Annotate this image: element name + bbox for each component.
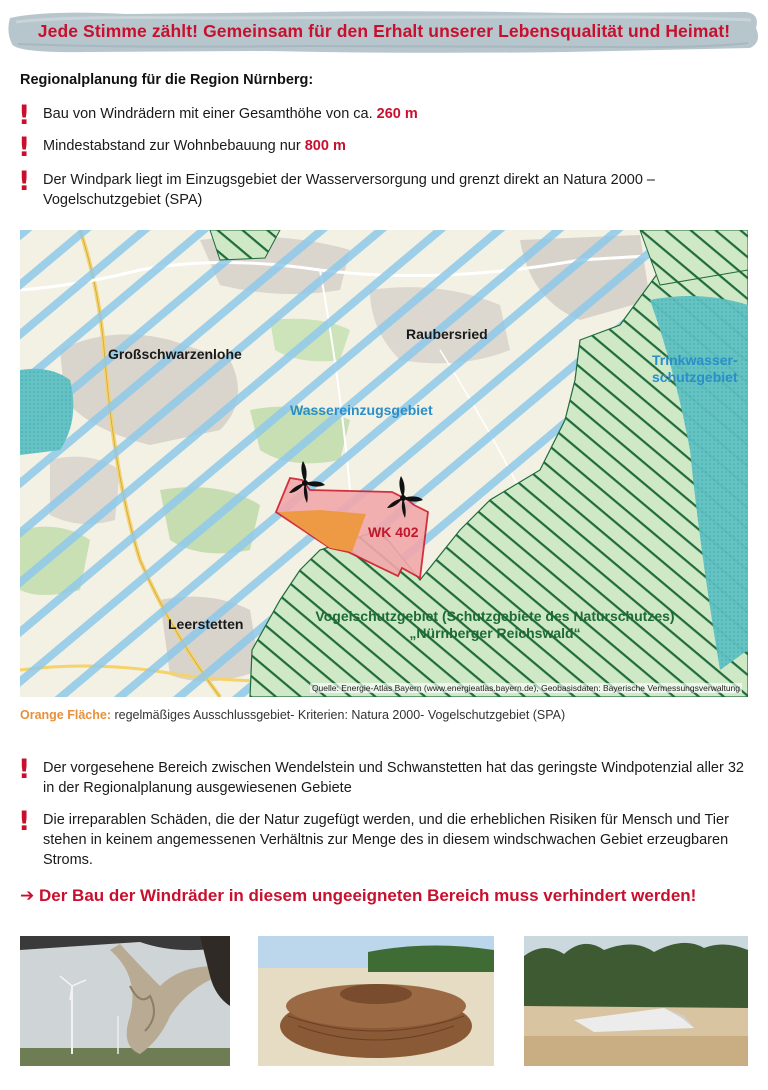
bullet-text: Mindestabstand zur Wohnbebauung nur	[43, 138, 305, 154]
header-banner	[6, 8, 762, 54]
map-label-wk402: WK 402	[368, 524, 419, 540]
caption-text: regelmäßiges Ausschlussgebiet- Kriterien: Natura 2000- Vogelschutzgebiet (SPA)	[111, 708, 566, 722]
bullet-item	[18, 100, 748, 131]
map-label-leerstetten: Leerstetten	[168, 616, 244, 632]
map-label-vogelschutzgebiet	[310, 608, 680, 642]
map-label-trinkwasser-line1: Trinkwasser-	[652, 352, 738, 368]
bullet-item	[18, 132, 748, 163]
bullet-highlight: 260 m	[376, 106, 418, 122]
map-label-raubersried: Raubersried	[406, 326, 488, 342]
map-label-trinkwasserschutzgebiet	[652, 352, 738, 386]
bullet-highlight: 800 m	[304, 138, 346, 154]
bullet-text: Die irreparablen Schäden, die der Natur zugefügt werden, und die erheblichen Risiken für Mensch und Tier stehen in keinem angemessenen Verhältnis zur Menge des in diesem windschwachen Gebiet erzeugbaren Stroms.	[43, 812, 729, 868]
exclamation-icon: !	[18, 754, 31, 785]
bullet-item	[18, 166, 748, 210]
bullet-item	[18, 754, 748, 798]
exclamation-icon: !	[18, 132, 31, 163]
map-label-trinkwasser-line2: schutzgebiet	[652, 369, 738, 385]
bullet-text: Bau von Windrädern mit einer Gesamthöhe von ca.	[43, 106, 377, 122]
map-source-credit: Quelle: Energie-Atlas Bayern (www.energieatlas.bayern.de), Geobasisdaten: Bayerische Vermessungsverwaltung	[311, 683, 740, 693]
exclamation-icon: !	[18, 806, 31, 837]
exclamation-icon: !	[18, 166, 31, 197]
owl-wind-turbine-photo	[20, 936, 230, 1066]
map-figure	[20, 230, 748, 697]
bullet-item	[18, 806, 748, 870]
callout-text: Der Bau der Windräder in diesem ungeeigneten Bereich muss verhindert werden!	[34, 886, 697, 905]
bullet-text: Der Windpark liegt im Einzugsgebiet der Wasserversorgung und grenzt direkt an Natura 2000 – Vogelschutzgebiet (SPA)	[43, 172, 655, 208]
map-label-vogelschutz-line1: Vogelschutzgebiet (Schutzgebiete des Naturschutzes)	[315, 608, 675, 624]
turbine-foundation-rebar-photo	[258, 936, 494, 1066]
exclamation-icon: !	[18, 100, 31, 131]
arrow-right-icon: ➔	[20, 886, 35, 905]
map-label-vogelschutz-line2: „Nürnberger Reichswald“	[409, 625, 581, 641]
caption-label: Orange Fläche:	[20, 708, 111, 722]
banner-title: Jede Stimme zählt! Gemeinsam für den Erhalt unserer Lebensqualität und Heimat!	[37, 21, 731, 41]
callout-statement	[20, 886, 696, 906]
bullet-text: Der vorgesehene Bereich zwischen Wendelstein und Schwanstetten hat das geringste Windpotenzial aller 32 in der Regionalplanung ausgewiesenen Gebiete	[43, 760, 744, 796]
section-subtitle: Regionalplanung für die Region Nürnberg:	[20, 72, 314, 88]
map-label-wassereinzugsgebiet: Wassereinzugsgebiet	[290, 402, 433, 418]
forest-clearing-foundation-photo	[524, 936, 748, 1066]
map-caption	[20, 708, 565, 722]
map-label-grossschwarzenlohe: Großschwarzenlohe	[108, 346, 242, 362]
